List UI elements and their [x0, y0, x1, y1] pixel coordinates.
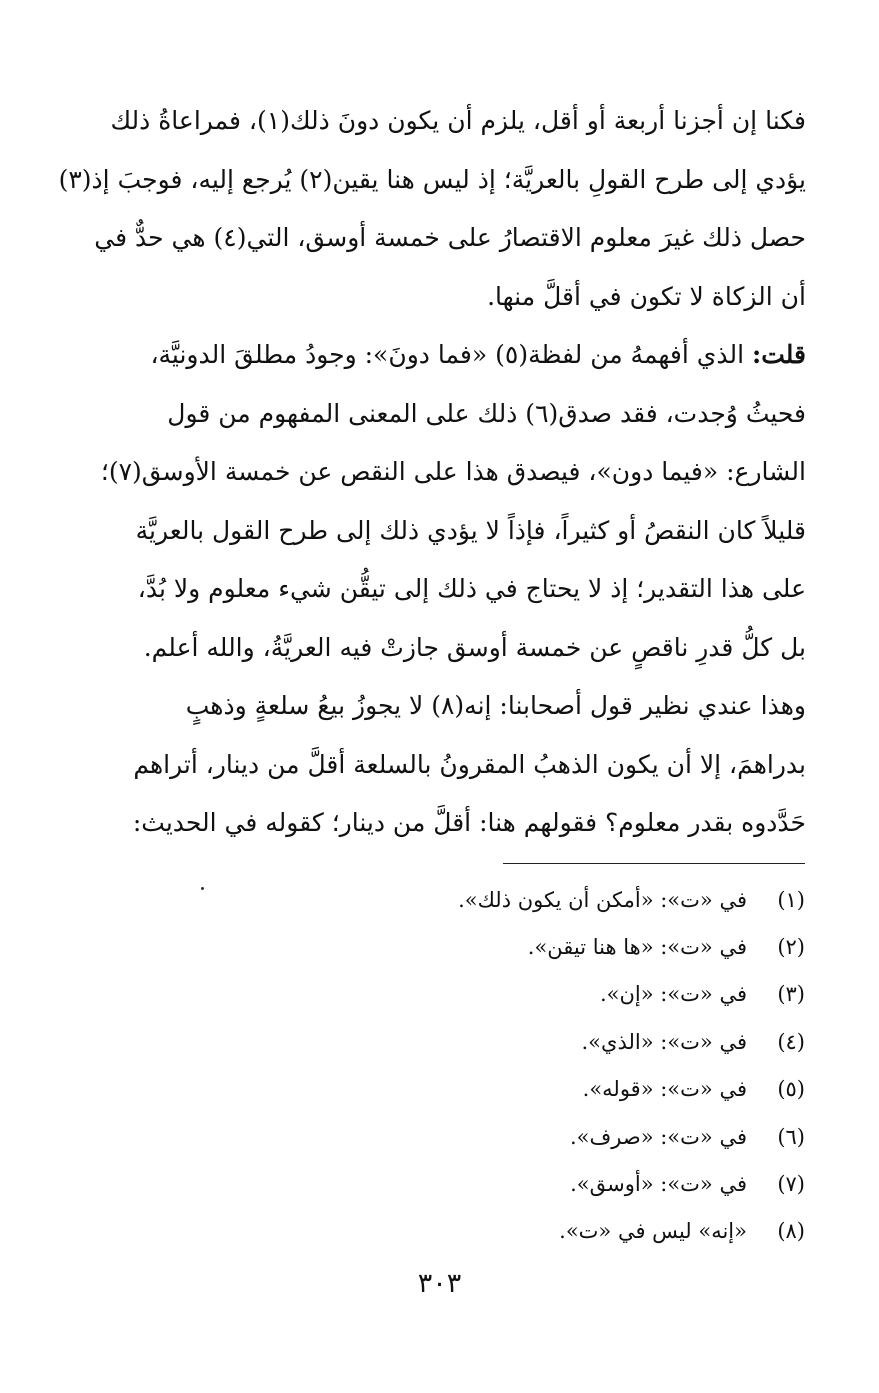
- footnote-item: [245, 1113, 805, 1160]
- footnote-item: [245, 1160, 805, 1207]
- main-text: [58, 92, 806, 853]
- footnote-item: [245, 1208, 805, 1255]
- footnote-text: في «ت»: «إن».: [599, 982, 747, 1007]
- page-number: ٣٠٣: [417, 1268, 462, 1299]
- print-speck: [201, 887, 204, 890]
- footnote-item: [245, 1018, 805, 1065]
- text-line: حصل ذلك غيرَ معلوم الاقتصارُ على خمسة أوسق، التي(٤) هي حدٌّ في: [94, 223, 806, 252]
- text-line: بل كلُّ قدرِ ناقصٍ عن خمسة أوسق جازتْ فيه العريَّةُ، والله أعلم.: [143, 632, 806, 662]
- footnote-text: في «ت»: «صرف».: [570, 1124, 747, 1149]
- footnote-item: [245, 1066, 805, 1113]
- footnote-number: (٦): [777, 1124, 805, 1149]
- footnote-number: (٣): [777, 982, 805, 1007]
- text-line: حَدَّدوه بقدر معلوم؟ فقولهم هنا: أقلَّ من دينار؛ كقوله في الحديث:: [132, 808, 806, 837]
- text-line: وهذا عندي نظير قول أصحابنا: إنه(٨) لا يجوزُ بيعُ سلعةٍ وذهبٍ: [185, 691, 806, 720]
- footnote-item: [245, 923, 805, 970]
- footnote-text: في «ت»: «أوسق».: [570, 1172, 747, 1197]
- footnote-number: (١): [777, 887, 805, 912]
- footnote-number: (٧): [777, 1172, 805, 1197]
- text-line: على هذا التقدير؛ إذ لا يحتاج في ذلك إلى تيقُّن شيء معلوم ولا بُدَّ،: [137, 574, 806, 603]
- footnote-number: (٢): [777, 935, 805, 960]
- text-line: [95, 326, 806, 385]
- footnote-item: [245, 971, 805, 1018]
- footnote-separator: [503, 863, 805, 864]
- footnote-text: في «ت»: «الذي».: [581, 1029, 747, 1054]
- footnote-item: [245, 876, 805, 923]
- text-line: فحيثُ وُجدت، فقد صدق(٦) ذلك على المعنى المفهوم من قول: [167, 398, 806, 428]
- text-line: أن الزكاة لا تكون في أقلَّ منها.: [487, 281, 806, 311]
- footnote-number: (٤): [777, 1029, 805, 1054]
- footnote-text: في «ت»: «أمكن أن يكون ذلك».: [458, 887, 747, 912]
- text-line: الشارع: «فيما دون»، فيصدق هذا على النقص عن خمسة الأوسق(٧)؛: [100, 457, 806, 486]
- footnote-text: في «ت»: «ها هنا تيقن».: [527, 935, 747, 960]
- qult-lead-word: قلت:: [751, 340, 806, 369]
- text-line: فكنا إن أجزنا أربعة أو أقل، يلزم أن يكون دونَ ذلك(١)، فمراعاةُ ذلك: [110, 106, 806, 135]
- footnotes-list: [245, 876, 805, 1255]
- text-line: يؤدي إلى طرح القولِ بالعريَّة؛ إذ ليس هنا يقين(٢) يُرجع إليه، فوجبَ إذ(٣): [58, 164, 806, 194]
- footnote-number: (٨): [777, 1219, 805, 1244]
- text-segment: الذي أفهمهُ من لفظة(٥) «فما دونَ»: وجودُ مطلقَ الدونيَّة،: [150, 340, 752, 369]
- footnote-number: (٥): [777, 1077, 805, 1102]
- text-line: بدراهمَ، إلا أن يكون الذهبُ المقرونُ بالسلعة أقلَّ من دينار، أتراهم: [133, 749, 806, 779]
- text-line: قليلاً كان النقصُ أو كثيراً، فإذاً لا يؤدي ذلك إلى طرح القول بالعريَّة: [135, 515, 806, 545]
- footnote-text: في «ت»: «قوله».: [582, 1077, 747, 1102]
- footnote-text: «إنه» ليس في «ت».: [559, 1219, 747, 1244]
